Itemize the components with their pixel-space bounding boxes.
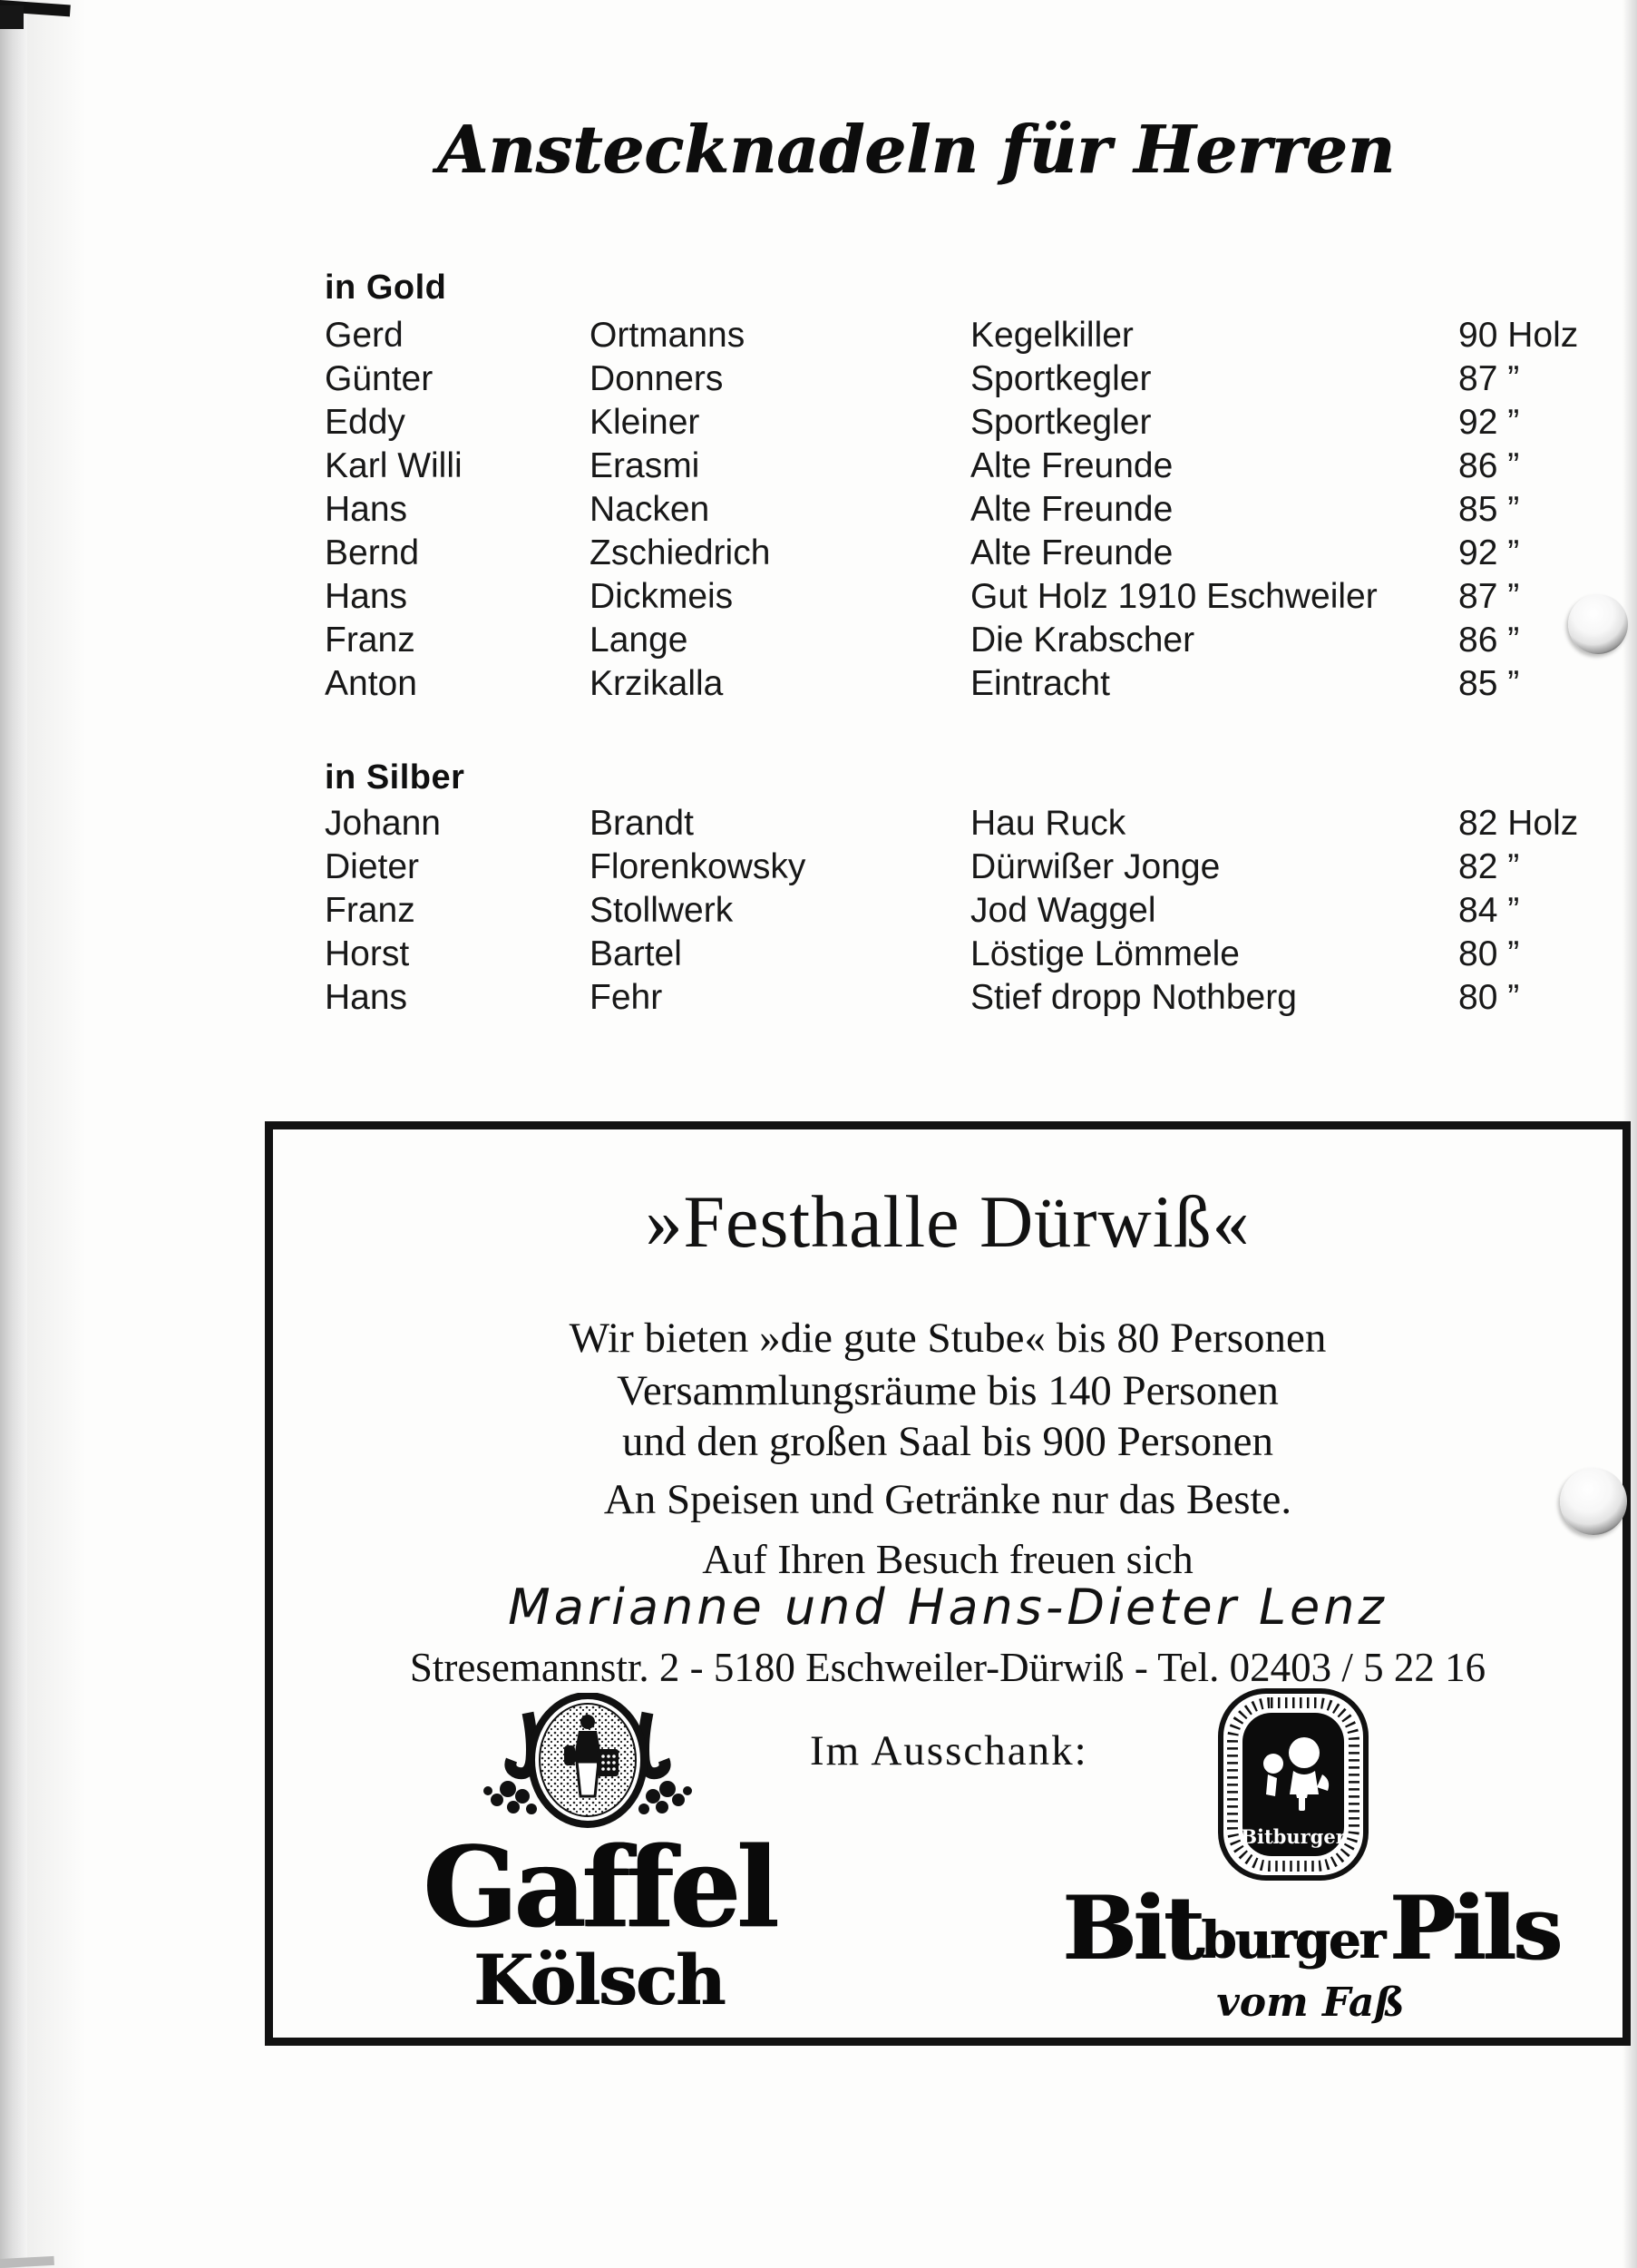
bitburger-word-bit: Bit xyxy=(1062,1877,1202,1980)
gaffel-emblem-icon xyxy=(452,1693,724,1831)
table-row xyxy=(325,662,1540,706)
section-heading-silver: in Silber xyxy=(325,758,465,797)
first-name: Bernd xyxy=(325,533,420,572)
score: 86 ” xyxy=(1458,446,1520,485)
bitburger-vom-fass-label: vom Faß xyxy=(1216,1980,1405,2026)
table-row xyxy=(325,488,1540,532)
score: 85 ” xyxy=(1458,490,1520,529)
bitburger-wordmark xyxy=(1062,1877,1559,1980)
table-row xyxy=(325,445,1540,488)
score: 87 ” xyxy=(1458,577,1520,616)
first-name: Anton xyxy=(325,664,417,703)
table-row xyxy=(325,575,1540,619)
gaffel-type-label: Kölsch xyxy=(473,1940,725,2020)
table-row xyxy=(325,976,1540,1020)
bitburger-word-burger: burger xyxy=(1201,1911,1384,1970)
club-name: Sportkegler xyxy=(970,403,1152,442)
last-name: Erasmi xyxy=(590,446,700,485)
last-name: Nacken xyxy=(590,490,710,529)
score: 86 ” xyxy=(1458,621,1520,660)
club-name: Die Krabscher xyxy=(970,621,1195,660)
silver-list xyxy=(325,802,1579,1020)
club-name: Gut Holz 1910 Eschweiler xyxy=(970,577,1378,616)
score: 80 ” xyxy=(1458,978,1520,1017)
last-name: Ortmanns xyxy=(590,316,745,355)
bitburger-badge-icon xyxy=(1217,1687,1369,1882)
first-name: Gerd xyxy=(325,316,404,355)
score: 84 ” xyxy=(1458,891,1520,930)
last-name: Stollwerk xyxy=(590,891,734,930)
club-name: Dürwißer Jonge xyxy=(970,847,1221,886)
scan-left-edge xyxy=(0,0,27,2268)
table-row xyxy=(325,532,1540,575)
advert-title: »Festhalle Dürwiß« xyxy=(645,1180,1251,1263)
first-name: Hans xyxy=(325,490,408,529)
last-name: Zschiedrich xyxy=(590,533,771,572)
club-name: Stief dropp Nothberg xyxy=(970,978,1297,1017)
last-name: Fehr xyxy=(590,978,663,1017)
last-name: Florenkowsky xyxy=(590,847,806,886)
club-name: Hau Ruck xyxy=(970,804,1126,843)
first-name: Dieter xyxy=(325,847,420,886)
table-row xyxy=(325,933,1540,976)
binder-hole-icon xyxy=(1560,1468,1627,1535)
bitburger-badge-text: Bitburger xyxy=(1241,1825,1346,1848)
first-name: Günter xyxy=(325,359,434,398)
first-name: Franz xyxy=(325,621,415,660)
score: 85 ” xyxy=(1458,664,1520,703)
table-row xyxy=(325,846,1540,889)
last-name: Kleiner xyxy=(590,403,700,442)
last-name: Dickmeis xyxy=(590,577,734,616)
table-row xyxy=(325,357,1540,401)
club-name: Alte Freunde xyxy=(970,446,1174,485)
table-row xyxy=(325,619,1540,662)
last-name: Lange xyxy=(590,621,688,660)
last-name: Krzikalla xyxy=(590,664,724,703)
club-name: Alte Freunde xyxy=(970,490,1174,529)
first-name: Eddy xyxy=(325,403,405,442)
score: 82 ” xyxy=(1458,847,1520,886)
club-name: Eintracht xyxy=(970,664,1110,703)
gold-list xyxy=(325,314,1579,706)
first-name: Franz xyxy=(325,891,415,930)
scan-left-edge-fade xyxy=(27,0,86,2268)
advert-owners: Marianne und Hans-Dieter Lenz xyxy=(508,1579,1388,1636)
advert-line: und den großen Saal bis 900 Personen xyxy=(622,1418,1273,1465)
last-name: Donners xyxy=(590,359,724,398)
first-name: Johann xyxy=(325,804,441,843)
bitburger-word-pils: Pils xyxy=(1389,1877,1559,1980)
club-name: Jod Waggel xyxy=(970,891,1156,930)
table-row xyxy=(325,889,1540,933)
table-row xyxy=(325,401,1540,445)
advert-address: Stresemannstr. 2 - 5180 Eschweiler-Dürwiß - Tel. 02403 / 5 22 16 xyxy=(409,1645,1486,1690)
advert-line: Wir bieten »die gute Stube« bis 80 Personen xyxy=(569,1315,1327,1362)
gaffel-wordmark: Gaffel xyxy=(422,1822,775,1952)
club-name: Kegelkiller xyxy=(970,316,1134,355)
score: 80 ” xyxy=(1458,934,1520,973)
score: 82 Holz xyxy=(1458,804,1579,843)
club-name: Sportkegler xyxy=(970,359,1152,398)
first-name: Hans xyxy=(325,978,408,1017)
page-title: Anstecknadeln für Herren xyxy=(437,111,1395,188)
last-name: Bartel xyxy=(590,934,682,973)
advert-line: Versammlungsräume bis 140 Personen xyxy=(617,1367,1279,1414)
score: 92 ” xyxy=(1458,533,1520,572)
score: 87 ” xyxy=(1458,359,1520,398)
score: 92 ” xyxy=(1458,403,1520,442)
first-name: Horst xyxy=(325,934,410,973)
first-name: Karl Willi xyxy=(325,446,463,485)
score: 90 Holz xyxy=(1458,316,1579,355)
club-name: Alte Freunde xyxy=(970,533,1174,572)
club-name: Löstige Lömmele xyxy=(970,934,1240,973)
table-row xyxy=(325,802,1579,846)
first-name: Hans xyxy=(325,577,408,616)
scan-corner-mark xyxy=(0,5,24,29)
section-heading-gold: in Gold xyxy=(325,269,447,307)
table-row xyxy=(325,314,1579,357)
advert-serving-label: Im Ausschank: xyxy=(810,1727,1088,1774)
advert-line: Auf Ihren Besuch freuen sich xyxy=(702,1536,1194,1582)
advert-line: An Speisen und Getränke nur das Beste. xyxy=(603,1476,1292,1523)
binder-hole-icon xyxy=(1568,594,1628,654)
last-name: Brandt xyxy=(590,804,694,843)
